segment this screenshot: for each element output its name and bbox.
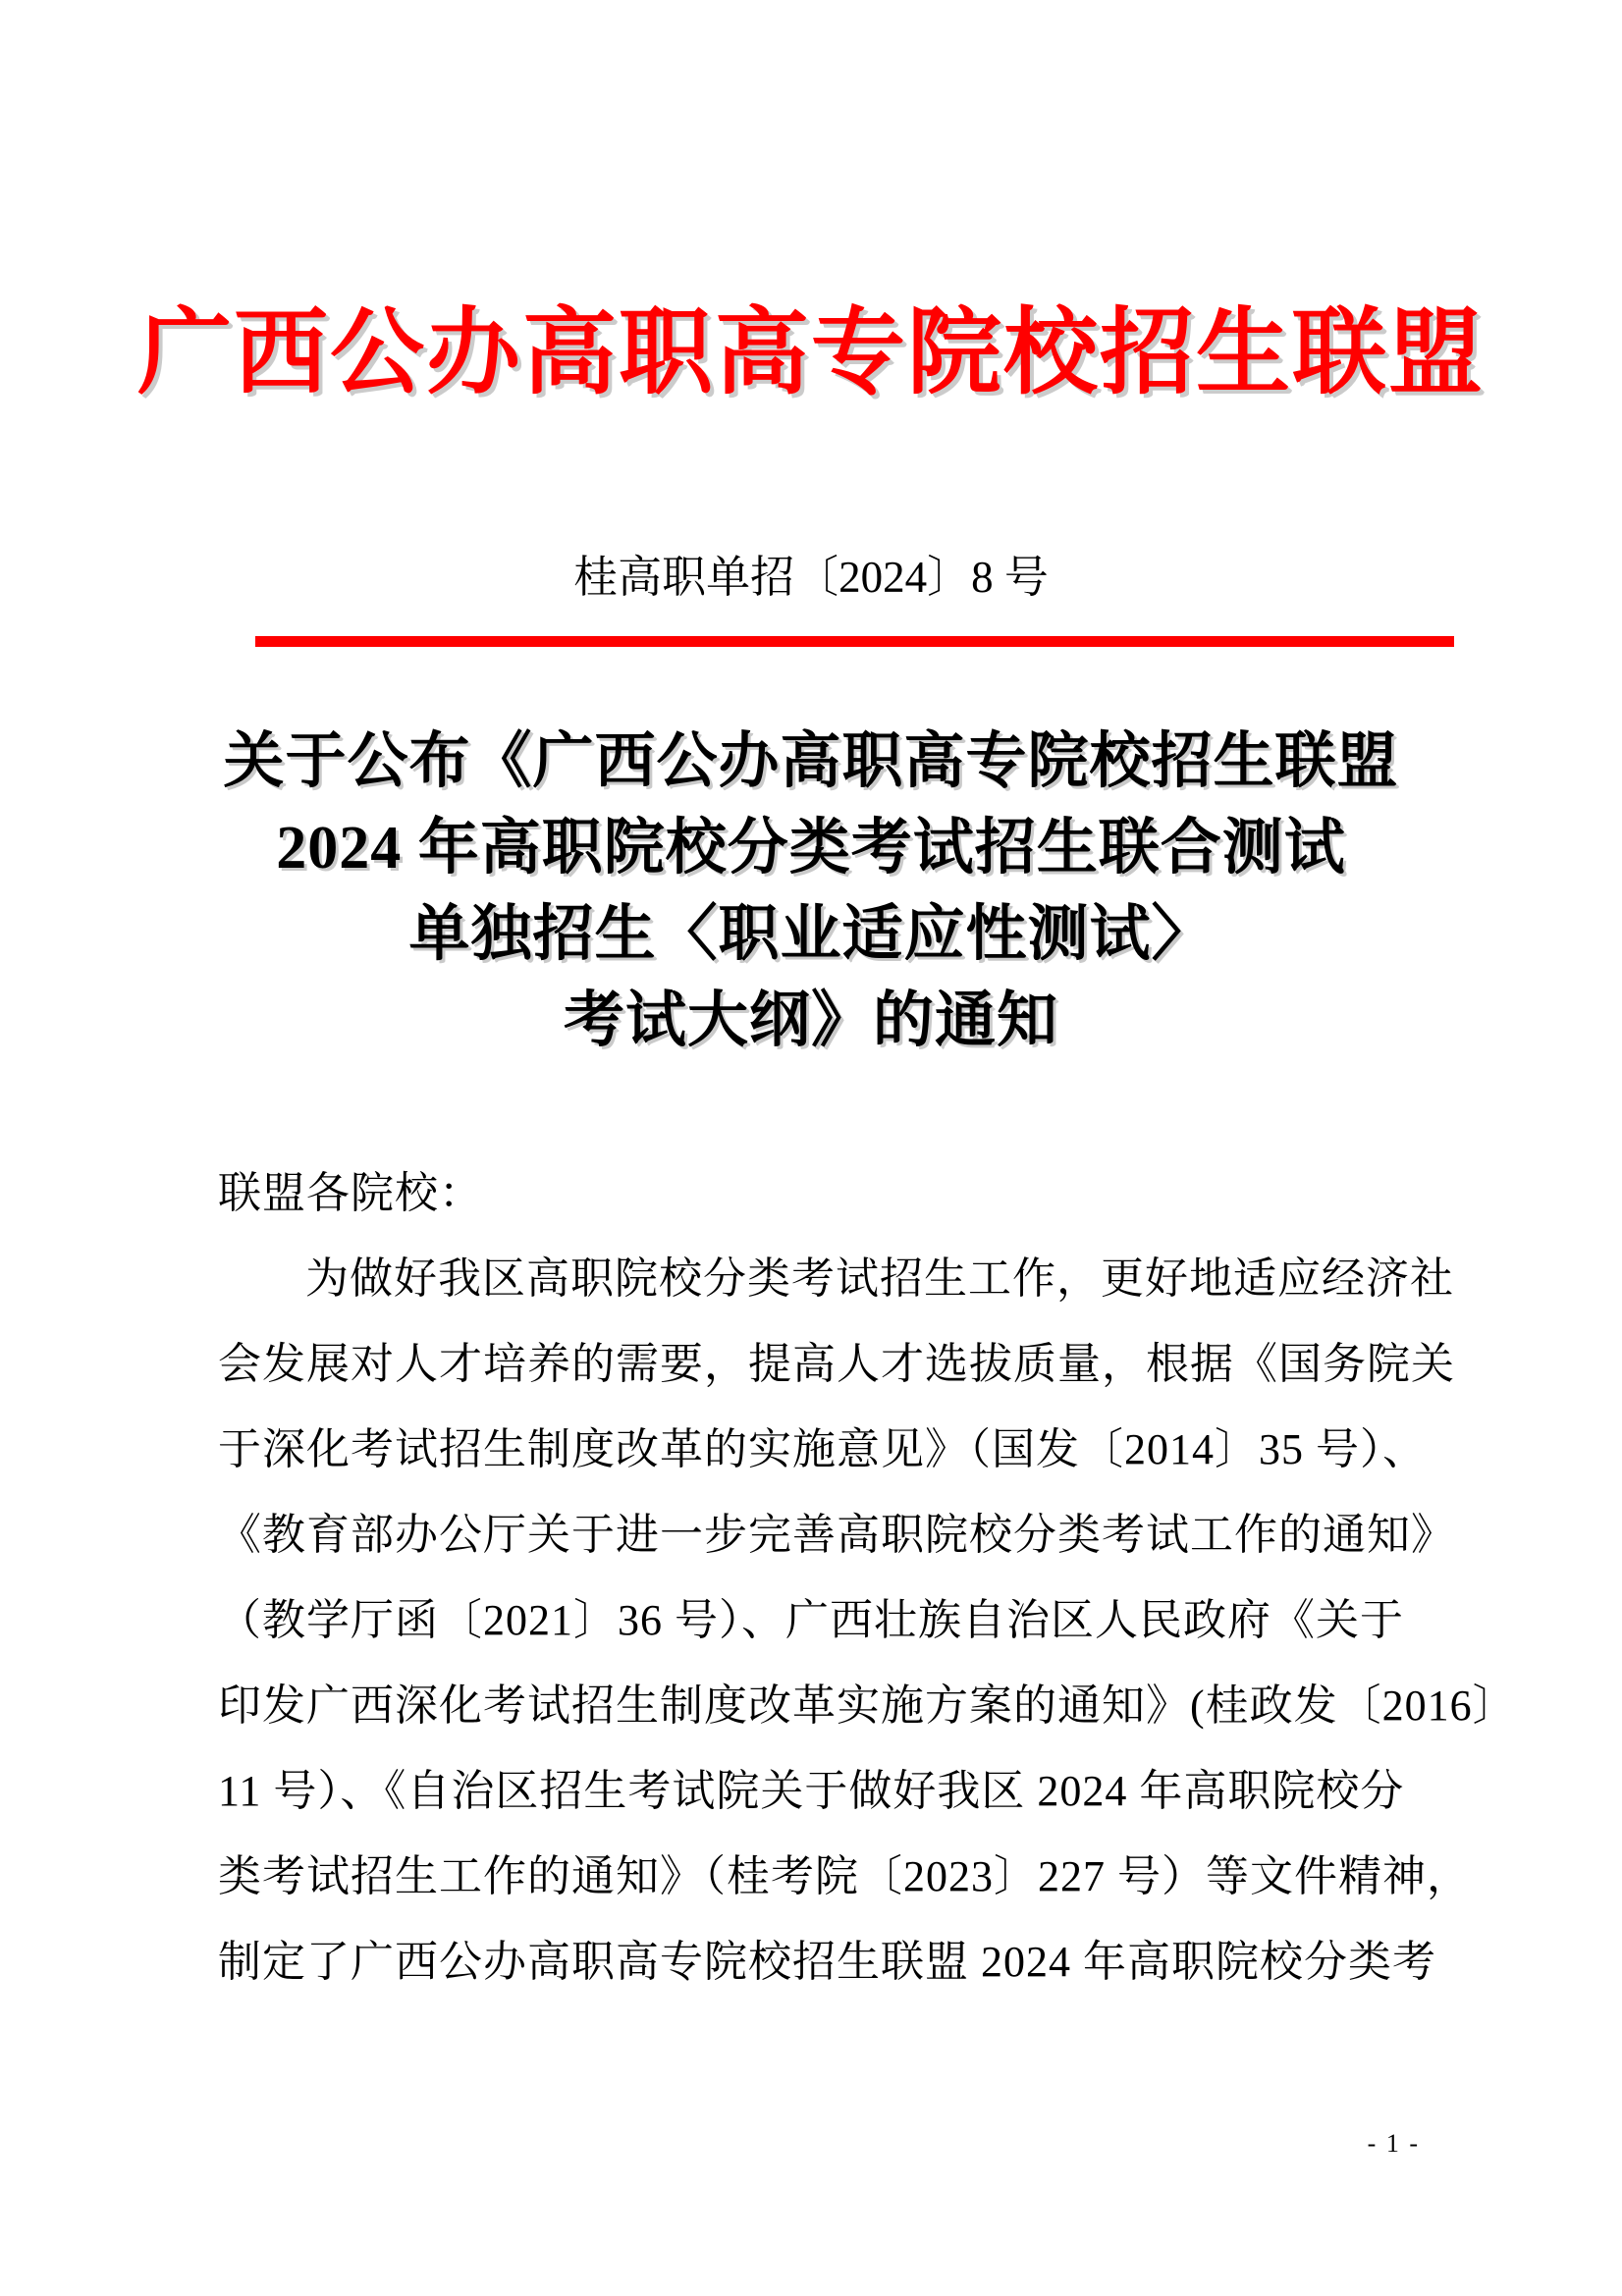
red-divider-rule (255, 636, 1454, 647)
letterhead-org-title: 广西公办高职高专院校招生联盟 (137, 300, 1485, 405)
notice-title (0, 719, 1622, 1064)
body-line: 于深化考试招生制度改革的实施意见》（国发〔2014〕35 号）、 (218, 1425, 1427, 1473)
body-line: 《教育部办公厅关于进一步完善高职院校分类考试工作的通知》 (218, 1511, 1455, 1559)
notice-body (218, 1150, 1517, 2004)
body-line: 制定了广西公办高职高专院校招生联盟 2024 年高职院校分类考 (218, 1938, 1436, 1986)
salutation-line: 联盟各院校： (218, 1169, 483, 1217)
notice-title-line-1: 关于公布《广西公办高职高专院校招生联盟 (223, 728, 1399, 795)
body-line: 会发展对人才培养的需要，提高人才选拔质量，根据《国务院关 (218, 1340, 1455, 1388)
body-line: 印发广西深化考试招生制度改革实施方案的通知》(桂政发〔2016〕 (218, 1682, 1517, 1730)
notice-title-line-4: 考试大纲》的通知 (563, 988, 1058, 1054)
body-line: （教学厅函〔2021〕36 号）、广西壮族自治区人民政府《关于 (218, 1596, 1404, 1644)
body-line: 11 号）、《自治区招生考试院关于做好我区 2024 年高职院校分 (218, 1767, 1405, 1815)
notice-title-line-2: 2024 年高职院校分类考试招生联合测试 (276, 815, 1346, 881)
notice-title-line-3: 单独招生〈职业适应性测试〉 (408, 901, 1214, 968)
body-line: 为做好我区高职院校分类考试招生工作，更好地适应经济社 (305, 1255, 1454, 1303)
page-number: - 1 - (1367, 2129, 1420, 2158)
document-number: 桂高职单招〔2024〕8 号 (573, 553, 1049, 602)
body-line: 类考试招生工作的通知》（桂考院〔2023〕227 号）等文件精神， (218, 1852, 1471, 1900)
